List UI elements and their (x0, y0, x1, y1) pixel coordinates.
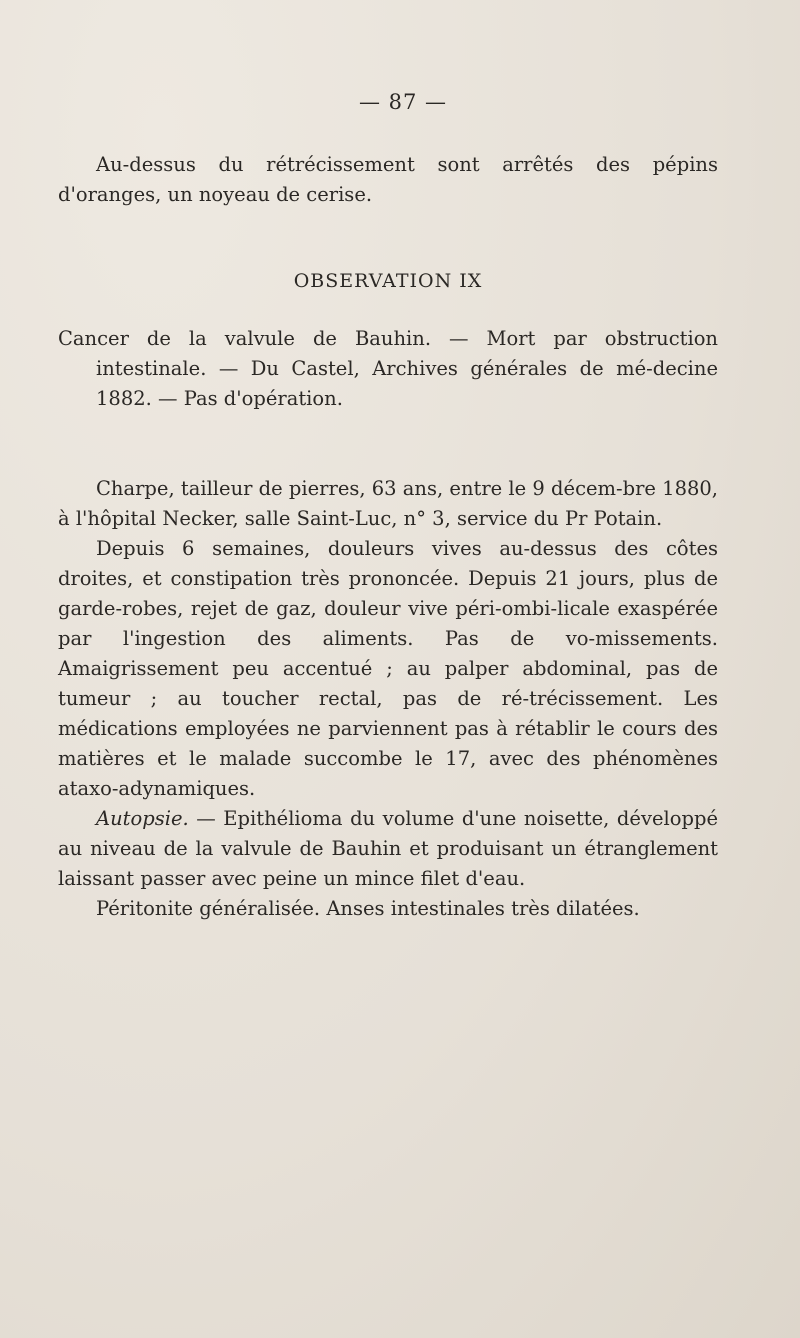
case-paragraph-2: Depuis 6 semaines, douleurs vives au-dessus des côtes droites, et constipation très prononcée. Depuis 21 jours, plus de garde-robes, rejet de gaz, douleur vive péri-ombi-licale exaspérée par l'ingestion des aliments. Pas de vo-missements. Amaigrissement peu accentué ; au palper abdominal, pas de tumeur ; au toucher rectal, pas de ré-trécissement. Les médications employées ne parviennent pas à rétablir le cours des matières et le malade succombe le 17, avec des phénomènes ataxo-adynamiques. (58, 537, 718, 800)
autopsy-paragraph (58, 804, 718, 894)
case-paragraph-1: Charpe, tailleur de pierres, 63 ans, entre le 9 décem-bre 1880, à l'hôpital Necker, salle Saint-Luc, n° 3, service du Pr Potain. (58, 477, 718, 530)
autopsy-label: Autopsie. (96, 807, 189, 830)
autopsy-text: — Epithélioma du volume d'une noisette, développé au niveau de la valvule de Bauhin et produisant un étranglement laissant passer avec peine un mince filet d'eau. (58, 807, 718, 890)
page-number: — 87 — (358, 90, 448, 114)
closing-paragraph: Péritonite généralisée. Anses intestinales très dilatées. (96, 897, 640, 920)
document-page (58, 90, 718, 924)
observation-heading: OBSERVATION IX (293, 270, 483, 292)
intro-paragraph: Au-dessus du rétrécissement sont arrêtés des pépins d'oranges, un noyeau de cerise. (58, 153, 718, 206)
observation-summary: Cancer de la valvule de Bauhin. — Mort par obstruction intestinale. — Du Castel, Archives générales de mé-decine 1882. — Pas d'opération. (58, 327, 718, 410)
